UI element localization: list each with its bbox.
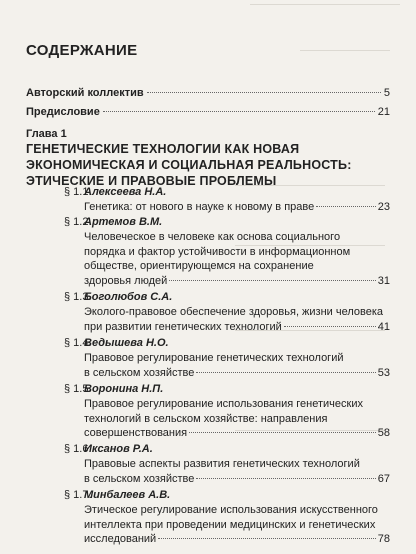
toc-title: СОДЕРЖАНИЕ — [26, 42, 138, 59]
section-line — [84, 320, 390, 335]
leader-dots — [189, 432, 376, 433]
section-line — [84, 426, 390, 441]
section-number: § 1.1. — [64, 186, 92, 198]
section-author: Воронина Н.П. — [84, 383, 164, 395]
section-number: § 1.2. — [64, 216, 92, 228]
section-text: Правовое регулирование использования генетических — [84, 398, 363, 410]
section-author: Иксанов Р.А. — [84, 443, 153, 455]
page-number: 78 — [377, 533, 390, 545]
page-number: 21 — [377, 106, 390, 118]
section-description — [84, 397, 390, 441]
toc-section-1-6[interactable] — [26, 442, 390, 488]
section-text: интеллекта при проведении медицинских и генетических — [84, 518, 376, 531]
show-through-line — [250, 4, 400, 6]
toc-entry-label: Предисловие — [26, 106, 100, 118]
leader-dots — [103, 111, 375, 112]
toc-section-1-2[interactable] — [26, 215, 390, 290]
section-text: Правовые аспекты развития генетических технологий — [84, 458, 360, 470]
leader-dots — [196, 478, 375, 479]
leader-dots — [284, 326, 376, 327]
section-author: Алексеева Н.А. — [84, 186, 167, 198]
section-text: Эколого-правовое обеспечение здоровья, жизни человека — [84, 306, 384, 318]
section-description — [84, 200, 390, 215]
toc-entry-authors[interactable] — [26, 86, 390, 101]
section-number: § 1.7. — [64, 489, 92, 501]
section-text: порядка и фактор устойчивости в информационном — [84, 245, 351, 258]
toc-section-1-1[interactable] — [26, 185, 390, 215]
section-text: исследований — [84, 533, 157, 545]
section-author: Артемов В.М. — [84, 216, 163, 228]
section-description — [84, 305, 390, 334]
section-text: обществе, ориентирующемся на сохранение — [84, 260, 314, 272]
section-description — [84, 457, 390, 486]
toc-section-1-7[interactable] — [26, 488, 390, 548]
section-line — [84, 200, 390, 215]
section-number: § 1.5. — [64, 383, 92, 395]
chapter-title-line: ЭТИЧЕСКИЕ И ПРАВОВЫЕ ПРОБЛЕМЫ — [26, 174, 277, 188]
section-number: § 1.4. — [64, 337, 92, 349]
page-number: 67 — [377, 472, 390, 485]
section-line — [84, 366, 390, 381]
section-text: Генетика: от нового в науке к новому в праве — [84, 201, 315, 213]
page-number: 53 — [377, 366, 390, 379]
chapter-number: Глава 1 — [26, 128, 67, 140]
section-line — [84, 274, 390, 289]
section-number: § 1.3. — [64, 291, 92, 303]
leader-dots — [316, 206, 376, 207]
leader-dots — [147, 92, 381, 93]
section-text: при развитии генетических технологий — [84, 320, 282, 333]
page-number: 58 — [377, 427, 390, 439]
section-text: технологий в сельском хозяйстве: направления — [84, 412, 328, 425]
section-text: Этическое регулирование использования искусственного — [84, 504, 378, 516]
section-author: Ведышева Н.О. — [84, 337, 169, 349]
leader-dots — [169, 280, 375, 281]
section-author: Минбалеев А.В. — [84, 489, 171, 501]
section-line — [84, 472, 390, 487]
section-text: в сельском хозяйстве — [84, 472, 195, 485]
toc-entry-preface[interactable] — [26, 105, 390, 120]
section-author: Боголюбов С.А. — [84, 291, 173, 303]
section-description — [84, 230, 390, 288]
leader-dots — [196, 372, 375, 373]
page-number: 31 — [377, 274, 390, 287]
toc-section-1-3[interactable] — [26, 290, 390, 336]
chapter-heading — [26, 127, 390, 189]
chapter-title-line: ЭКОНОМИЧЕСКАЯ И СОЦИАЛЬНАЯ РЕАЛЬНОСТЬ: — [26, 158, 352, 172]
show-through-line — [300, 50, 390, 52]
page-number: 41 — [377, 320, 390, 333]
section-text: в сельском хозяйстве — [84, 366, 195, 379]
toc-section-1-5[interactable] — [26, 382, 390, 442]
section-text: Человеческое в человеке как основа социального — [84, 231, 341, 243]
section-line — [84, 532, 390, 547]
toc-entry-label: Авторский коллектив — [26, 87, 144, 99]
toc-section-1-4[interactable] — [26, 336, 390, 382]
section-text: здоровья людей — [84, 274, 168, 287]
section-number: § 1.6. — [64, 443, 92, 455]
page-number: 5 — [383, 87, 390, 99]
section-description — [84, 503, 390, 547]
leader-dots — [158, 538, 376, 539]
section-text: Правовое регулирование генетических технологий — [84, 352, 344, 364]
chapter-title-line: ГЕНЕТИЧЕСКИЕ ТЕХНОЛОГИИ КАК НОВАЯ — [26, 142, 300, 156]
page-number: 23 — [377, 201, 390, 213]
section-text: совершенствования — [84, 427, 188, 439]
section-description — [84, 351, 390, 380]
